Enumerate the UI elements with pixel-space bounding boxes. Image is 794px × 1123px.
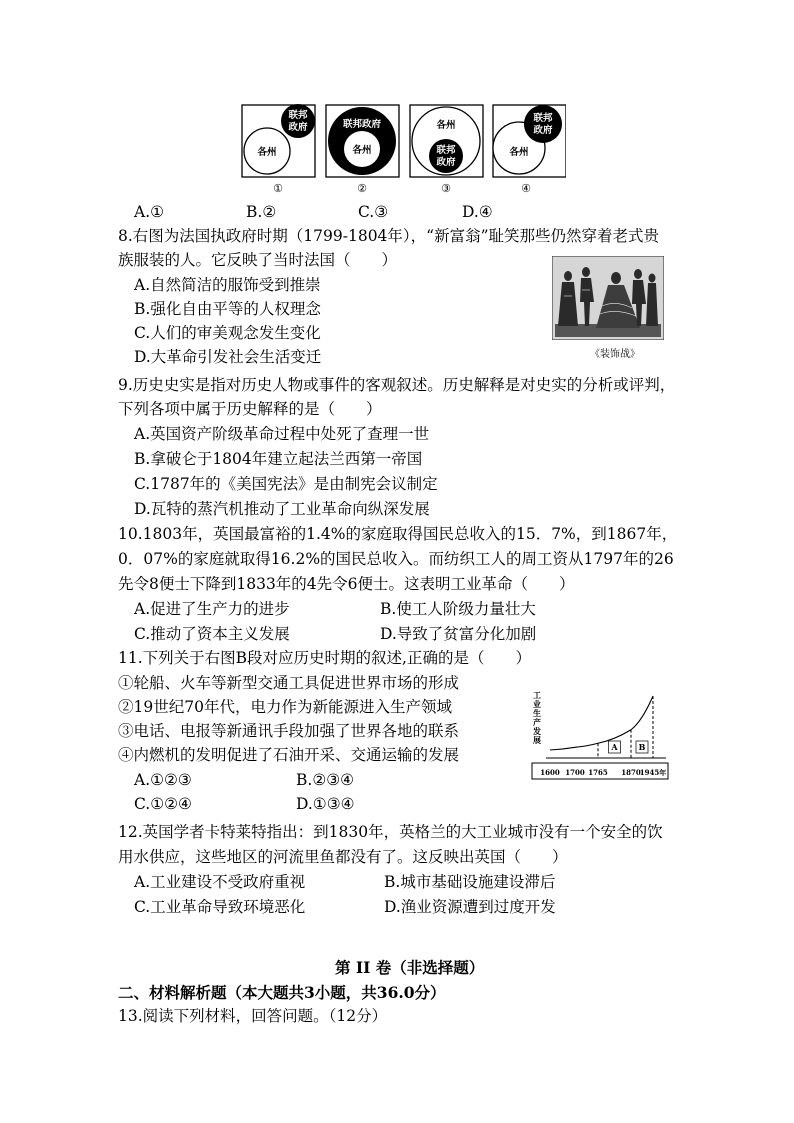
industrial-development-chart (528, 690, 670, 784)
q8-stem-line2: 族服装的人。它反映了当时法国（ ） (118, 251, 398, 269)
svg-text:联邦: 联邦 (533, 113, 553, 124)
q8-option-c: C.人们的审美观念发生变化 (134, 324, 321, 342)
q11-stem: 11.下列关于右图B段对应历史时期的叙述,正确的是（ ） (118, 649, 531, 667)
diagram-1-number: ① (273, 182, 283, 195)
q11-option-c: C.①②④ (134, 795, 192, 813)
q11-option-b: B.②③④ (296, 771, 355, 789)
q9-option-b: B.拿破仑于1804年建立起法兰西第一帝国 (134, 450, 423, 468)
q8-option-d: D.大革命引发社会生活变迁 (134, 348, 322, 366)
chart-y-label-char: 产 (533, 717, 541, 727)
fashion-engraving-image (552, 256, 664, 340)
q10-option-a: A.促进了生产力的进步 (134, 600, 290, 618)
q12-stem-line2: 用水供应，这些地区的河流里鱼都没有了。这反映出英国（ ） (118, 848, 568, 866)
q7-option-c: C.③ (358, 203, 389, 221)
q12-option-a: A.工业建设不受政府重视 (134, 873, 306, 891)
diagram-2-big-label: 联邦政府 (342, 119, 382, 130)
q9-stem-line1: 9.历史史实是指对历史人物或事件的客观叙述。历史解释是对史实的分析或评判， (118, 376, 676, 394)
q12-option-b: B.城市基础设施建设滞后 (384, 873, 556, 891)
q10-stem-line1: 10.1803年，英国最富裕的1.4%的家庭取得国民总收入的15．7%，到1867年， (118, 525, 678, 543)
q10-stem-line2: 0．07%的家庭就取得16.2%的国民总收入。而纺织工人的周工资从1797年的26 (118, 550, 674, 568)
q9-option-d: D.瓦特的蒸汽机推动了工业革命向纵深发展 (134, 500, 430, 518)
q7-option-b: B.② (246, 203, 277, 221)
q7-option-d: D.④ (462, 203, 493, 221)
chart-y-label-char: 展 (533, 735, 541, 745)
q11-option-d: D.①③④ (296, 795, 355, 813)
chart-y-label-char: 工 (533, 690, 541, 700)
chart-tick-label: 1870 (621, 768, 641, 777)
diagram-3-number: ③ (441, 182, 451, 195)
federal-state-diagrams (236, 100, 566, 198)
q9-option-a: A.英国资产阶级革命过程中处死了查理一世 (134, 425, 430, 443)
q11-item-1: ①轮船、火车等新型交通工具促进世界市场的形成 (118, 674, 460, 692)
diagram-4 (493, 105, 566, 195)
chart-tick-label: 1765 (588, 768, 608, 777)
svg-text:联邦: 联邦 (288, 110, 308, 121)
chart-tick-label: 1700 (565, 768, 585, 777)
q12-option-c: C.工业革命导致环境恶化 (134, 898, 306, 916)
q11-item-2: ②19世纪70年代，电力作为新能源进入生产领域 (118, 698, 452, 716)
chart-tick-label: 1945年 (639, 768, 667, 777)
q10-option-c: C.推动了资本主义发展 (134, 625, 290, 643)
part2-title: 第 II 卷（非选择题） (335, 958, 485, 977)
chart-y-label-char: 发 (533, 726, 541, 736)
q13-stem: 13.阅读下列材料，回答问题。（12分） (118, 1007, 388, 1025)
chart-series-line (550, 696, 653, 750)
chart-y-label-char: 业 (533, 699, 541, 709)
diagram-3-big-label: 各州 (436, 120, 456, 131)
diagram-1 (242, 104, 315, 195)
q7-option-a: A.① (134, 203, 165, 221)
q12-option-d: D.渔业资源遭到过度开发 (384, 898, 556, 916)
q9-option-c: C.1787年的《美国宪法》是由制宪会议制定 (134, 475, 438, 493)
diagram-2 (326, 105, 399, 195)
q9-stem-line2: 下列各项中属于历史解释的是（ ） (118, 400, 382, 418)
q8-image-caption: 《装饰战》 (590, 349, 640, 360)
diagram-4-number: ④ (521, 182, 531, 195)
chart-y-label-char: 生 (533, 708, 541, 718)
chart-segment-label: A (611, 742, 618, 752)
diagram-2-small-label: 各州 (352, 145, 372, 156)
svg-text:政府: 政府 (533, 125, 553, 136)
q10-option-d: D.导致了贫富分化加剧 (380, 625, 537, 643)
q8-option-b: B.强化自由平等的人权理念 (134, 300, 321, 318)
diagram-2-number: ② (357, 182, 367, 195)
q11-item-4: ④内燃机的发明促进了石油开采、交通运输的发展 (118, 746, 460, 764)
q10-stem-line3: 先令8便士下降到1833年的4先令6便士。这表明工业革命（ ） (118, 575, 575, 593)
svg-text:联邦: 联邦 (436, 145, 456, 156)
svg-text:政府: 政府 (436, 157, 456, 168)
q11-item-3: ③电话、电报等新通讯手段加强了世界各地的联系 (118, 722, 460, 740)
diagram-4-big-label: 各州 (509, 147, 529, 158)
diagram-3 (410, 105, 483, 195)
diagram-1-big-label: 各州 (257, 147, 277, 158)
chart-segment-label: B (638, 742, 646, 752)
q10-option-b: B.使工人阶级力量壮大 (380, 600, 536, 618)
part2-section-heading: 二、材料解析题（本大题共3小题，共36.0分） (118, 983, 446, 1002)
chart-y-axis-label (532, 690, 541, 745)
chart-tick-label: 1600 (540, 768, 560, 777)
q8-option-a: A.自然简洁的服饰受到推崇 (134, 276, 321, 294)
q12-stem-line1: 12.英国学者卡特莱特指出：到1830年，英格兰的大工业城市没有一个安全的饮 (118, 823, 663, 841)
svg-text:政府: 政府 (288, 122, 308, 133)
q11-option-a: A.①②③ (134, 771, 192, 789)
q8-stem-line1: 8.右图为法国执政府时期（1799-1804年），“新富翁”耻笑那些仍然穿着老式贵 (118, 227, 660, 245)
